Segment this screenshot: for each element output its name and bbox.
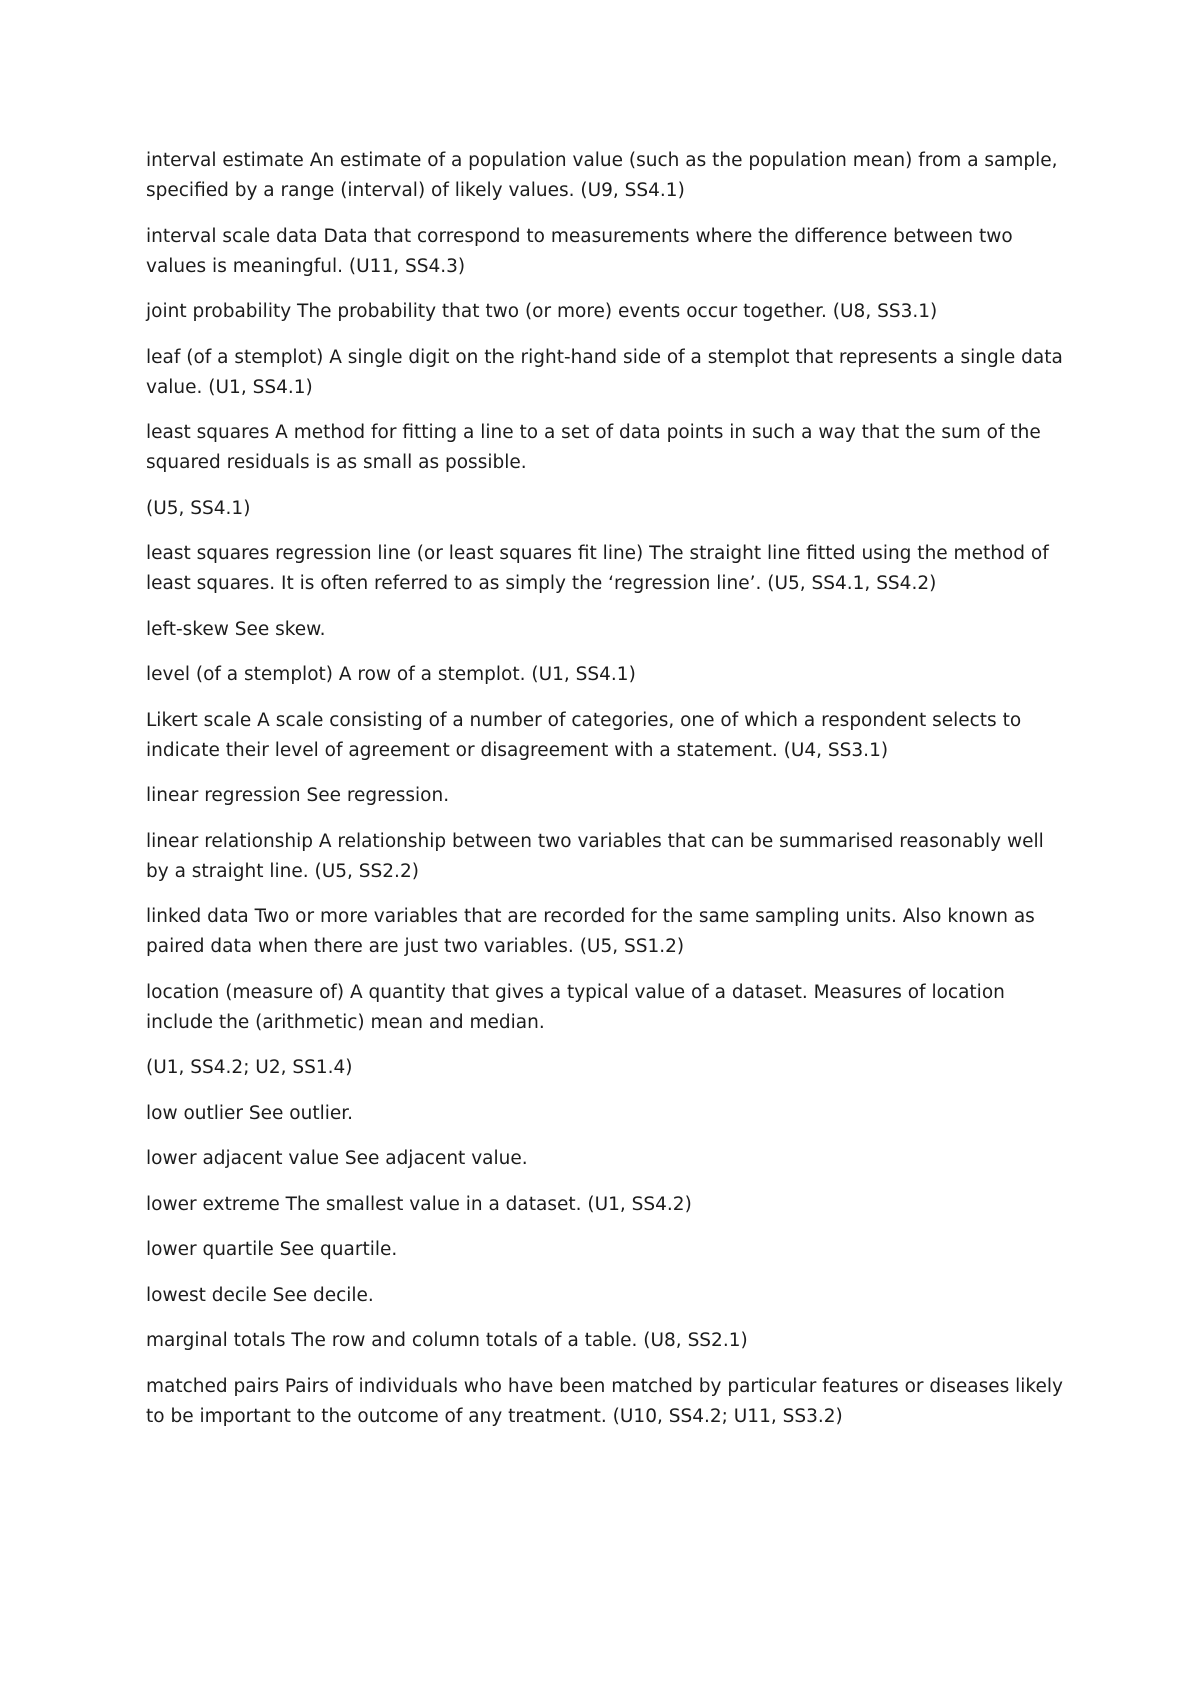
glossary-entry: interval estimate An estimate of a population value (such as the population mean) from a sample, specified by a range (interval) of likely values. (U9, SS4.1) [146, 150, 1058, 201]
glossary-entry: (U5, SS4.1) [146, 497, 251, 519]
glossary-entry: low outlier See outlier. [146, 1102, 354, 1124]
glossary-entry: joint probability The probability that two (or more) events occur together. (U8, SS3.1) [146, 301, 938, 322]
glossary-entry: linear regression See regression. [146, 785, 450, 806]
glossary-entry: level (of a stemplot) A row of a stemplot. (U1, SS4.1) [146, 664, 636, 685]
glossary-entry: (U1, SS4.2; U2, SS1.4) [146, 1057, 353, 1078]
glossary-entry: marginal totals The row and column totals of a table. (U8, SS2.1) [146, 1330, 748, 1351]
glossary-entry: lower quartile See quartile. [146, 1239, 398, 1260]
glossary-entry: left-skew See skew. [146, 618, 326, 640]
glossary-content [146, 146, 1066, 1447]
glossary-entry: Likert scale A scale consisting of a number of categories, one of which a respondent selects to indicate their level of agreement or disagreement with a statement. (U4, SS3.1) [146, 709, 1022, 761]
glossary-entry: lower extreme The smallest value in a dataset. (U1, SS4.2) [146, 1193, 692, 1215]
glossary-entry: leaf (of a stemplot) A single digit on the right-hand side of a stemplot that represents a single data value. (U1, SS4.1) [146, 346, 1063, 398]
glossary-entry: matched pairs Pairs of individuals who have been matched by particular features or diseases likely to be important to the outcome of any treatment. (U10, SS4.2; U11, SS3.2) [146, 1375, 1063, 1427]
glossary-entry: linear relationship A relationship between two variables that can be summarised reasonably well by a straight line. (U5, SS2.2) [146, 830, 1044, 882]
glossary-entry: least squares A method for fitting a line to a set of data points in such a way that the sum of the squared residuals is as small as possible. [146, 422, 1041, 473]
glossary-entry: linked data Two or more variables that are recorded for the same sampling units. Also known as paired data when there are just two variables. (U5, SS1.2) [146, 906, 1035, 957]
glossary-entry: interval scale data Data that correspond to measurements where the difference between two values is meaningful. (U11, SS4.3) [146, 225, 1013, 277]
glossary-entry: lower adjacent value See adjacent value. [146, 1148, 528, 1169]
glossary-entry: least squares regression line (or least squares fit line) The straight line fitted using the method of least squares. It is often referred to as simply the ‘regression line’. (U5, SS4.1, SS4.2) [146, 543, 1049, 594]
glossary-entry: lowest decile See decile. [146, 1284, 374, 1306]
glossary-entry: location (measure of) A quantity that gives a typical value of a dataset. Measures of location include the (arithmetic) mean and median. [146, 981, 1005, 1033]
